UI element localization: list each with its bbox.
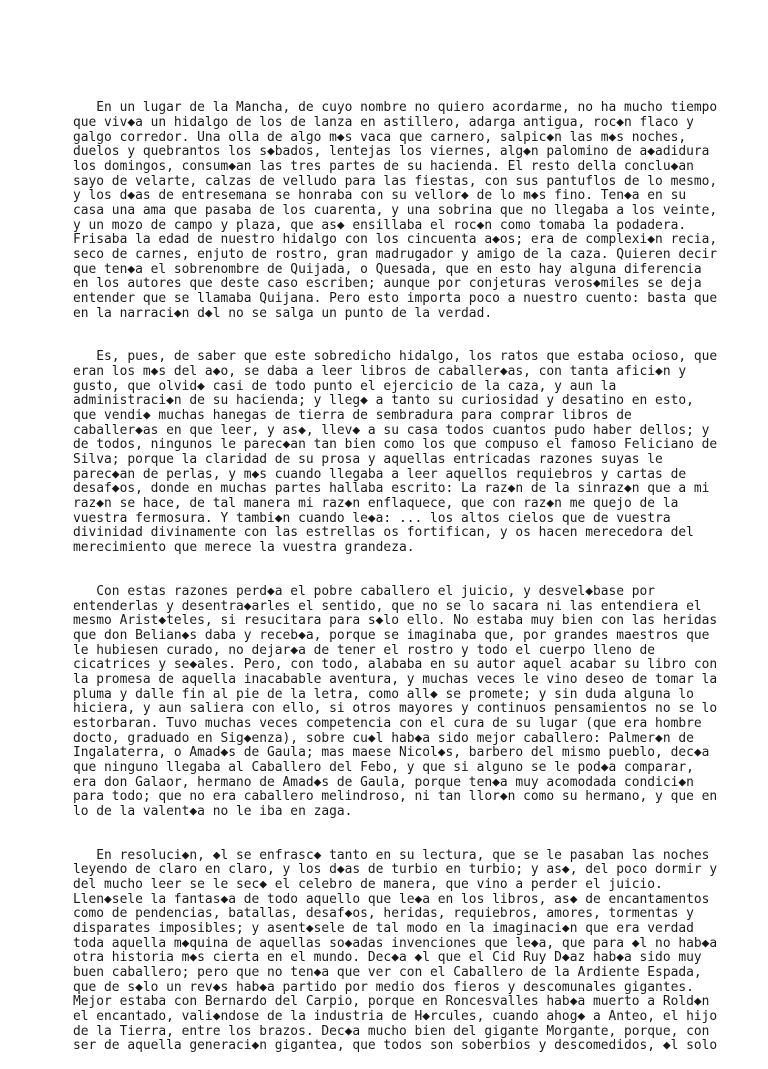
- paragraph-3: Con estas razones perd◆a el pobre caballero el juicio, y desvel◆base por entenderlas y desentra◆arles el sentido, que no se lo sacara ni las entendiera el mesmo Arist◆teles, si resucitara para s◆lo ello. No estaba muy bien con las heridas que don Belian◆s daba y receb◆a, porque se imaginaba que, por grandes maestros que le hubiesen curado, no dejar◆a de tener el rostro y todo el cuerpo lleno de cicatrices y se◆ales. Pero, con todo, alababa en su autor aquel acabar su libro con la promesa de aquella inacabable aventura, y muchas veces le vino deseo de tomar la pluma y dalle fin al pie de la letra, como all◆ se promete; y sin duda alguna lo hiciera, y aun saliera con ello, si otros mayores y continuos pensamientos no se lo estorbaran. Tuvo muchas veces competencia con el cura de su lugar (que era hombre docto, graduado en Sig◆enza), sobre cu◆l hab◆a sido mejor caballero: Palmer◆n de Ingalaterra, o Amad◆s de Gaula; mas maese Nicol◆s, barbero del mismo pueblo, dec◆a que ninguno llegaba al Caballero del Febo, y que si alguno se le pod◆a comparar, era don Galaor, hermano de Amad◆s de Gaula, porque ten◆a muy acomodada condici◆n para todo; que no era caballero melindroso, ni tan llor◆n como su hermano, y que en lo de la valent◆a no le iba en zaga.: [73, 583, 718, 819]
- paragraph-1: En un lugar de la Mancha, de cuyo nombre no quiero acordarme, no ha mucho tiempo que viv◆a un hidalgo de los de lanza en astillero, adarga antigua, roc◆n flaco y galgo corredor. Una olla de algo m◆s vaca que carnero, salpic◆n las m◆s noches, duelos y quebrantos los s◆bados, lentejas los viernes, alg◆n palomino de a◆adidura los domingos, consum◆an las tres partes de su hacienda. El resto della conclu◆an sayo de velarte, calzas de velludo para las fiestas, con sus pantuflos de lo mesmo, y los d◆as de entresemana se honraba con su vellor◆ de lo m◆s fino. Ten◆a en su casa una ama que pasaba de los cuarenta, y una sobrina que no llegaba a los veinte, y un mozo de campo y plaza, que as◆ ensillaba el roc◆n como tomaba la podadera. Frisaba la edad de nuestro hidalgo con los cincuenta a◆os; era de complexi◆n recia, seco de carnes, enjuto de rostro, gran madrugador y amigo de la caza. Quieren decir que ten◆a el sobrenombre de Quijada, o Quesada, que en esto hay alguna diferencia en los autores que deste caso escriben; aunque por conjeturas veros◆miles se deja entender que se llamaba Quijana. Pero esto importa poco a nuestro cuento: basta que en la narraci◆n d◆l no se salga un punto de la verdad.: [73, 100, 718, 321]
- paragraph-4: En resoluci◆n, ◆l se enfrasc◆ tanto en su lectura, que se le pasaban las noches leyendo de claro en claro, y los d◆as de turbio en turbio; y as◆, del poco dormir y del mucho leer se le sec◆ el celebro de manera, que vino a perder el juicio. Llen◆sele la fantas◆a de todo aquello que le◆a en los libros, as◆ de encantamentos como de pendencias, batallas, desaf◆os, heridas, requiebros, amores, tormentas y disparates imposibles; y asent◆sele de tal modo en la imaginaci◆n que era verdad toda aquella m◆quina de aquellas so◆adas invenciones que le◆a, que para ◆l no hab◆a otra historia m◆s cierta en el mundo. Dec◆a ◆l que el Cid Ruy D◆az hab◆a sido muy buen caballero; pero que no ten◆a que ver con el Caballero de la Ardiente Espada, que de s◆lo un rev◆s hab◆a partido por medio dos fieros y descomunales gigantes. Mejor estaba con Bernardo del Carpio, porque en Roncesvalles hab◆a muerto a Rold◆n el encantado, vali◆ndose de la industria de H◆rcules, cuando ahog◆ a Anteo, el hijo de la Tierra, entre los brazos. Dec◆a mucho bien del gigante Morgante, porque, con ser de aquella generaci◆n gigantea, que todos son soberbios y descomedidos, ◆l solo: [73, 847, 718, 1054]
- paragraph-2: Es, pues, de saber que este sobredicho hidalgo, los ratos que estaba ocioso, que eran los m◆s del a◆o, se daba a leer libros de caballer◆as, con tanta afici◆n y gusto, que olvid◆ casi de todo punto el ejercicio de la caza, y aun la administraci◆n de su hacienda; y lleg◆ a tanto su curiosidad y desatino en esto, que vendi◆ muchas hanegas de tierra de sembradura para comprar libros de caballer◆as en que leer, y as◆, llev◆ a su casa todos cuantos pudo haber dellos; y de todos, ningunos le parec◆an tan bien como los que compuso el famoso Feliciano de Silva; porque la claridad de su prosa y aquellas entricadas razones suyas le parec◆an de perlas, y m◆s cuando llegaba a leer aquellos requiebros y cartas de desaf◆os, donde en muchas partes hallaba escrito: La raz◆n de la sinraz◆n que a mi raz◆n se hace, de tal manera mi raz◆n enflaquece, que con raz◆n me quejo de la vuestra fermosura. Y tambi◆n cuando le◆a: ... los altos cielos que de vuestra divinidad divinamente con las estrellas os fortifican, y os hacen merecedora del merecimiento que merece la vuestra grandeza.: [73, 349, 718, 555]
- document-page: [73, 72, 718, 1069]
